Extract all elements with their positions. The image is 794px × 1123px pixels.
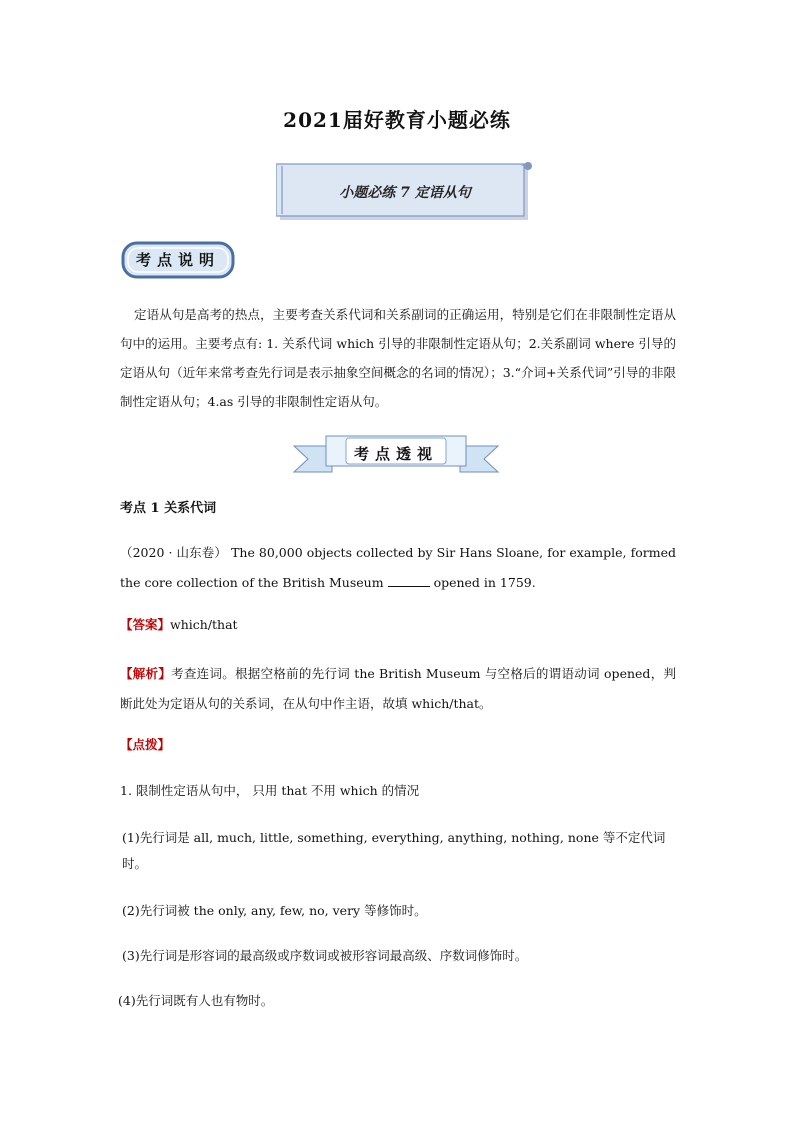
answer-text: which/that <box>170 617 238 632</box>
question-before: （2020 · 山东卷） The 80,000 objects collected by Sir Hans Sloane, for example, formed the core collection of the British Museum <box>120 545 676 590</box>
intro-paragraph: 定语从句是高考的热点，主要考查关系代词和关系副词的正确运用，特别是它们在非限制性定语从句中的运用。主要考点有: 1. 关系代词 which 引导的非限制性定语从句；2.关系副词 where 引导的定语从句（近年来常考查先行词是表示抽象空间概念的名词的情况）；3.“介词+关系代词”引导的非限制性定语从句；4.as 引导的非限制性定语从句。 <box>120 307 676 409</box>
question-after: opened in 1759. <box>433 575 536 590</box>
rule-item-4: (4)先行词既有人也有物时。 <box>118 993 274 1008</box>
analysis-label: 【解析】 <box>120 666 172 681</box>
analysis-paragraph <box>120 659 676 719</box>
chapter-banner <box>276 160 534 222</box>
question-text <box>120 538 676 598</box>
answer-line <box>120 614 676 636</box>
rule-item-1: (1)先行词是 all, much, little, something, everything, anything, nothing, none 等不定代词时。 <box>122 830 666 871</box>
badge-exam-analysis-text: 考点透视 <box>353 445 438 463</box>
section-heading: 考点 1 关系代词 <box>120 501 217 516</box>
chapter-banner-text: 小题必练 7 定语从句 <box>339 185 471 201</box>
rule-item-3: (3)先行词是形容词的最高级或序数词或被形容词最高级、序数词修饰时。 <box>122 948 528 963</box>
badge-exam-analysis <box>292 432 500 476</box>
answer-blank <box>388 574 430 587</box>
rule-heading: 1. 限制性定语从句中， 只用 that 不用 which 的情况 <box>120 783 420 798</box>
rule-item-2: (2)先行词被 the only, any, few, no, very 等修饰时。 <box>122 903 427 918</box>
tip-label: 【点拨】 <box>120 737 171 752</box>
answer-label: 【答案】 <box>120 617 171 632</box>
analysis-text: 考查连词。根据空格前的先行词 the British Museum 与空格后的谓语动词 opened，判断此处为定语从句的关系词，在从句中作主语，故填 which/that。 <box>120 666 676 711</box>
badge-exam-explain-text: 考点说明 <box>135 251 220 269</box>
badge-exam-explain <box>120 240 236 280</box>
page-title: 2021届好教育小题必练 <box>283 108 511 132</box>
